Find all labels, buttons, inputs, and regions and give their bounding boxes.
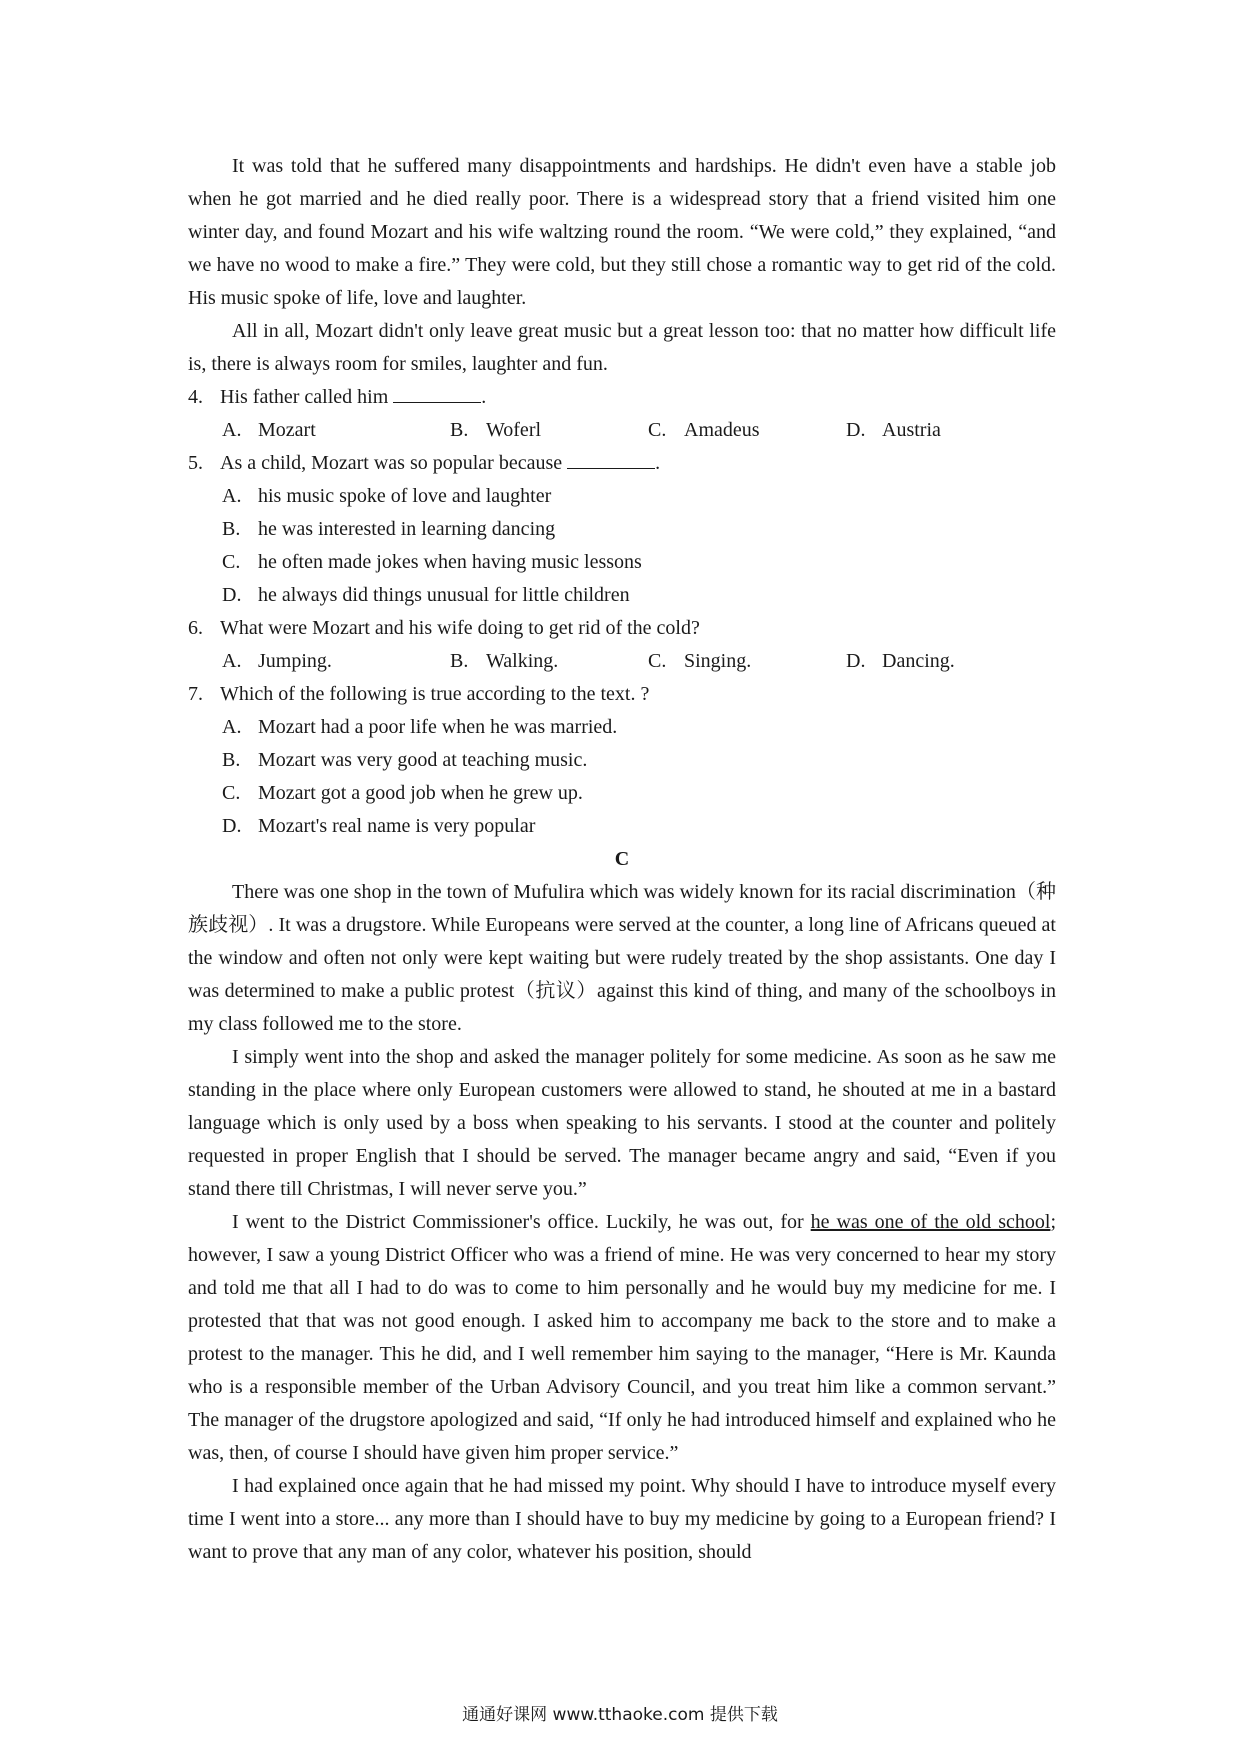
passage-b-paragraph-1: It was told that he suffered many disappointments and hardships. He didn't even have a stable job when he got married and he died really poor. There is a widespread story that a friend visited him one winter day, and found Mozart and his wife waltzing round the room. “We were cold,” they explained, “and we have no wood to make a fire.” They were cold, but they still chose a romantic way to get rid of the cold. His music spoke of life, love and laughter. xyxy=(188,155,1056,309)
question-6-options xyxy=(188,645,1056,678)
question-4-stem-end: . xyxy=(481,386,487,408)
question-5-stem: As a child, Mozart was so popular because xyxy=(220,452,563,474)
option-text: Jumping. xyxy=(258,650,332,672)
option-text: Mozart was very good at teaching music. xyxy=(258,749,588,771)
question-4-number: 4. xyxy=(188,386,203,408)
question-6-number: 6. xyxy=(188,617,203,639)
option-letter: D. xyxy=(222,584,242,606)
option-letter: D. xyxy=(846,650,866,672)
option-letter: B. xyxy=(222,749,241,771)
option-c xyxy=(648,414,846,447)
option-b xyxy=(188,513,1056,546)
option-letter: D. xyxy=(846,419,866,441)
section-heading: C xyxy=(614,848,630,870)
question-5-number: 5. xyxy=(188,452,203,474)
option-b xyxy=(188,744,1056,777)
option-letter: B. xyxy=(222,518,241,540)
option-text: Mozart xyxy=(258,419,316,441)
question-4-stem: His father called him xyxy=(220,386,389,408)
question-4 xyxy=(188,381,1056,414)
option-a xyxy=(188,480,1056,513)
option-letter: A. xyxy=(222,716,242,738)
passage-c-paragraph-2: I simply went into the shop and asked the manager politely for some medicine. As soon as he saw me standing in the place where only European customers were allowed to stand, he shouted at me in a bastard language which is only used by a boss when speaking to his servants. I stood at the counter and politely requested in proper English that I should be served. The manager became angry and said, “Even if you stand there till Christmas, I will never serve you.” xyxy=(188,1046,1056,1200)
paragraph-text: I went to the District Commissioner's office. Luckily, he was out, for xyxy=(232,1211,811,1233)
option-text: Singing. xyxy=(684,650,752,672)
underlined-phrase: he was one of the old school xyxy=(810,1211,1051,1233)
page-footer: 通通好课网 www.tthaoke.com 提供下载 xyxy=(462,1705,778,1725)
option-letter: D. xyxy=(222,815,242,837)
option-letter: C. xyxy=(222,782,241,804)
option-letter: C. xyxy=(648,419,667,441)
option-a xyxy=(222,414,450,447)
question-6 xyxy=(188,612,1056,645)
option-d xyxy=(188,810,1056,843)
page-content xyxy=(188,150,1056,1569)
option-b xyxy=(450,414,648,447)
option-text: Dancing. xyxy=(882,650,955,672)
paragraph-text: ; however, I saw a young District Officer who was a friend of mine. He was very concerned to hear my story and told me that all I had to do was to come to him personally and he would buy my medicine for me. I protested that that was not good enough. I asked him to accompany me back to the store and to make a protest to the manager. This he did, and I well remember him saying to the manager, “Here is Mr. Kaunda who is a responsible member of the Urban Advisory Council, and you treat him like a common servant.” The manager of the drugstore apologized and said, “If only he had introduced himself and explained who he was, then, of course I should have given him proper service.” xyxy=(188,1211,1056,1464)
option-letter: B. xyxy=(450,650,469,672)
option-text: Woferl xyxy=(486,419,542,441)
option-text: Mozart had a poor life when he was married. xyxy=(258,716,618,738)
option-text: Mozart's real name is very popular xyxy=(258,815,536,837)
option-text: Austria xyxy=(882,419,941,441)
question-4-options xyxy=(188,414,1056,447)
option-a xyxy=(188,711,1056,744)
passage-c-paragraph-3 xyxy=(188,1206,1056,1470)
question-7-number: 7. xyxy=(188,683,203,705)
question-7 xyxy=(188,678,1056,711)
question-6-stem: What were Mozart and his wife doing to get rid of the cold? xyxy=(220,617,700,639)
option-text: Amadeus xyxy=(684,419,760,441)
option-letter: B. xyxy=(450,419,469,441)
option-letter: A. xyxy=(222,485,242,507)
question-7-stem: Which of the following is true according to the text. ? xyxy=(220,683,650,705)
option-d xyxy=(188,579,1056,612)
option-c xyxy=(188,546,1056,579)
answer-blank xyxy=(393,384,481,403)
option-text: he always did things unusual for little children xyxy=(258,584,630,606)
option-text: he often made jokes when having music lessons xyxy=(258,551,642,573)
option-text: Walking. xyxy=(486,650,559,672)
answer-blank xyxy=(567,450,655,469)
option-c xyxy=(648,645,846,678)
option-letter: A. xyxy=(222,419,242,441)
option-text: his music spoke of love and laughter xyxy=(258,485,552,507)
option-text: Mozart got a good job when he grew up. xyxy=(258,782,583,804)
option-text: he was interested in learning dancing xyxy=(258,518,556,540)
question-5 xyxy=(188,447,1056,480)
passage-c-paragraph-1: There was one shop in the town of Mufulira which was widely known for its racial discrimination（种族歧视）. It was a drugstore. While Europeans were served at the counter, a long line of Africans queued at the window and often not only were kept waiting but were rudely treated by the shop assistants. One day I was determined to make a public protest（抗议）against this kind of thing, and many of the schoolboys in my class followed me to the store. xyxy=(188,881,1056,1035)
option-a xyxy=(222,645,450,678)
passage-b-paragraph-2: All in all, Mozart didn't only leave great music but a great lesson too: that no matter how difficult life is, there is always room for smiles, laughter and fun. xyxy=(188,320,1056,375)
option-d xyxy=(846,414,941,447)
option-letter: C. xyxy=(648,650,667,672)
passage-c-paragraph-4: I had explained once again that he had missed my point. Why should I have to introduce myself every time I went into a store... any more than I should have to buy my medicine by going to a European friend? I want to prove that any man of any color, whatever his position, should xyxy=(188,1475,1056,1563)
option-d xyxy=(846,645,955,678)
option-b xyxy=(450,645,648,678)
option-letter: A. xyxy=(222,650,242,672)
option-c xyxy=(188,777,1056,810)
question-5-stem-end: . xyxy=(655,452,661,474)
option-letter: C. xyxy=(222,551,241,573)
